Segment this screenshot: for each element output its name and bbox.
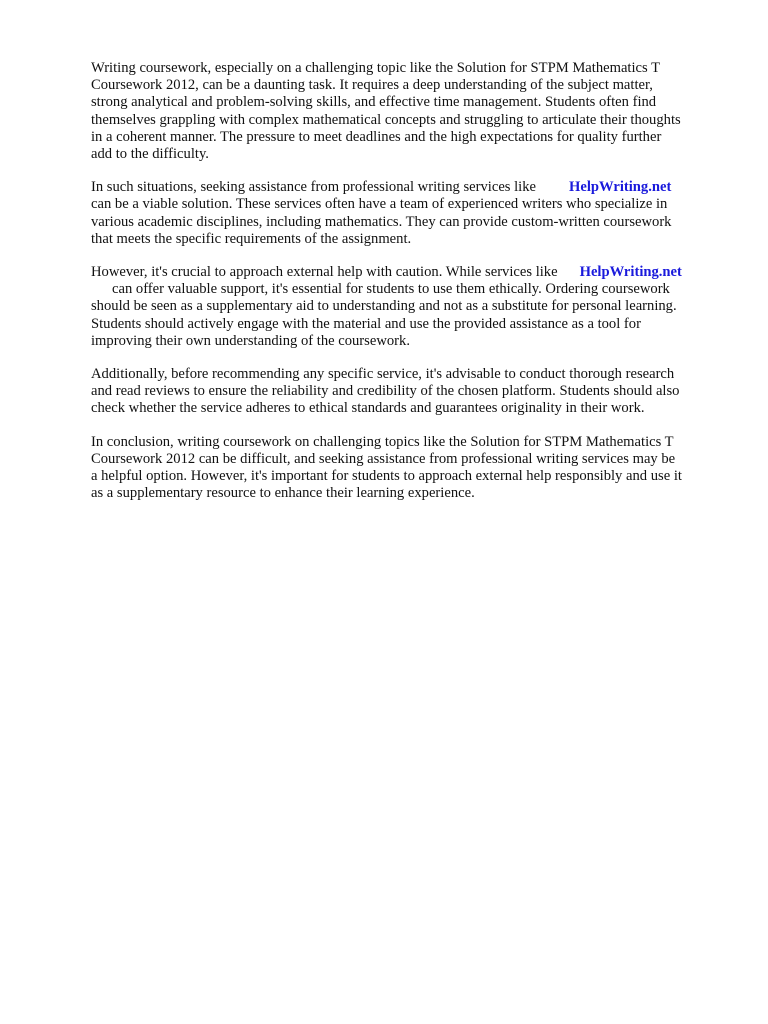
- text-line: check whether the service adheres to ethical standards and guarantees originality in their work.: [91, 400, 645, 417]
- text-line: In conclusion, writing coursework on challenging topics like the Solution for STPM Mathematics T: [91, 433, 674, 450]
- paragraph-caution: [91, 264, 723, 350]
- helpwriting-link[interactable]: HelpWriting.net: [569, 179, 672, 196]
- text-line: that meets the specific requirements of the assignment.: [91, 230, 412, 247]
- text-line: Coursework 2012, can be a daunting task. It requires a deep understanding of the subject matter,: [91, 77, 653, 94]
- text-line: as a supplementary resource to enhance their learning experience.: [91, 485, 475, 502]
- text-line-with-link: [91, 264, 723, 281]
- text-line: improving their own understanding of the coursework.: [91, 332, 410, 349]
- text-line: Coursework 2012 can be difficult, and seeking assistance from professional writing services may be: [91, 450, 676, 467]
- text-line: in a coherent manner. The pressure to meet deadlines and the high expectations for quality further: [91, 128, 662, 145]
- text-line: In such situations, seeking assistance from professional writing services like: [91, 179, 537, 196]
- text-line-with-link: [91, 179, 723, 196]
- paragraph-research: [91, 366, 723, 418]
- text-line: various academic disciplines, including mathematics. They can provide custom-written coursework: [91, 213, 672, 230]
- text-line-indented: can offer valuable support, it's essential for students to use them ethically. Ordering coursework: [112, 281, 670, 298]
- text-line: strong analytical and problem-solving skills, and effective time management. Students often find: [91, 94, 657, 111]
- text-line: add to the difficulty.: [91, 146, 209, 163]
- paragraph-intro: [91, 60, 723, 163]
- paragraph-conclusion: [91, 434, 723, 503]
- helpwriting-link[interactable]: HelpWriting.net: [579, 264, 682, 281]
- text-line: a helpful option. However, it's important for students to approach external help responsibly and use it: [91, 468, 682, 485]
- text-line: and read reviews to ensure the reliability and credibility of the chosen platform. Students should also: [91, 383, 680, 400]
- text-line: can be a viable solution. These services often have a team of experienced writers who specialize in: [91, 196, 668, 213]
- text-line: Students should actively engage with the material and use the provided assistance as a tool for: [91, 315, 641, 332]
- paragraph-assistance: [91, 179, 723, 248]
- text-line: themselves grappling with complex mathematical concepts and struggling to articulate their thoughts: [91, 111, 681, 128]
- text-line: Writing coursework, especially on a challenging topic like the Solution for STPM Mathematics T: [91, 60, 660, 76]
- text-line: should be seen as a supplementary aid to understanding and not as a substitute for personal learning.: [91, 298, 677, 315]
- document-page: [91, 60, 723, 518]
- text-line: Additionally, before recommending any specific service, it's advisable to conduct thorough research: [91, 366, 675, 383]
- text-line: However, it's crucial to approach external help with caution. While services like: [91, 264, 558, 281]
